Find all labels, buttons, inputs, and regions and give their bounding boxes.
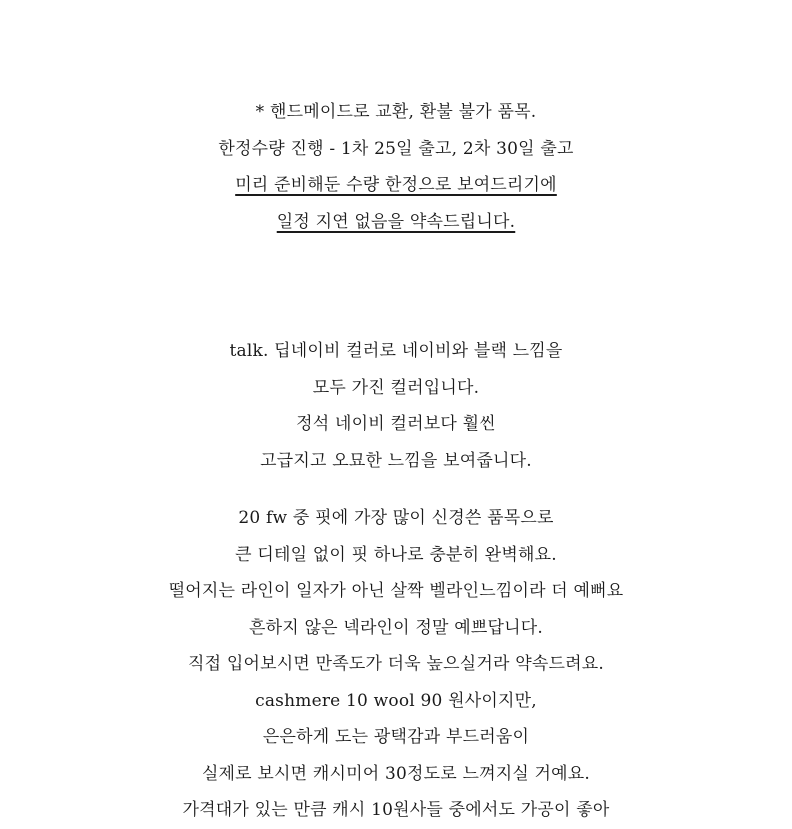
talk-line: 모두 가진 컬러입니다.: [312, 377, 480, 398]
talk-line: 정석 네이비 컬러보다 훨씬: [296, 414, 496, 434]
talk-line: 고급지고 오묘한 느낌을 보여줍니다.: [260, 450, 532, 471]
detail-line: 떨어지는 라인이 일자가 아닌 살짝 벨라인느낌이라 더 예뻐요: [168, 581, 624, 601]
notice-line: 한정수량 진행 - 1차 25일 출고, 2차 30일 출고: [218, 138, 574, 159]
detail-line: 흔하지 않은 넥라인이 정말 예쁘답니다.: [249, 617, 543, 638]
detail-line: 가격대가 있는 만큼 캐시 10원사들 중에서도 가공이 좋아: [182, 800, 610, 820]
detail-line: 은은하게 도는 광택감과 부드러움이: [262, 727, 530, 747]
notice-section: [0, 94, 792, 240]
detail-line: 큰 디테일 없이 핏 하나로 충분히 완벽해요.: [235, 544, 557, 565]
detail-line: cashmere 10 wool 90 원사이지만,: [255, 690, 537, 711]
notice-line: * 핸드메이드로 교환, 환불 불가 품목.: [255, 102, 537, 122]
detail-line: 직접 입어보시면 만족도가 더욱 높으실거라 약속드려요.: [188, 654, 604, 674]
talk-line: talk. 딥네이비 컬러로 네이비와 블랙 느낌을: [229, 341, 563, 361]
talk-section: [0, 333, 792, 479]
detail-section: [0, 500, 792, 829]
notice-line-underlined: 일정 지연 없음을 약속드립니다.: [276, 211, 516, 232]
detail-line: 실제로 보시면 캐시미어 30정도로 느껴지실 거예요.: [201, 763, 591, 784]
detail-line: 20 fw 중 핏에 가장 많이 신경쓴 품목으로: [238, 508, 554, 528]
notice-line-underlined: 미리 준비해둔 수량 한정으로 보여드리기에: [235, 175, 557, 195]
